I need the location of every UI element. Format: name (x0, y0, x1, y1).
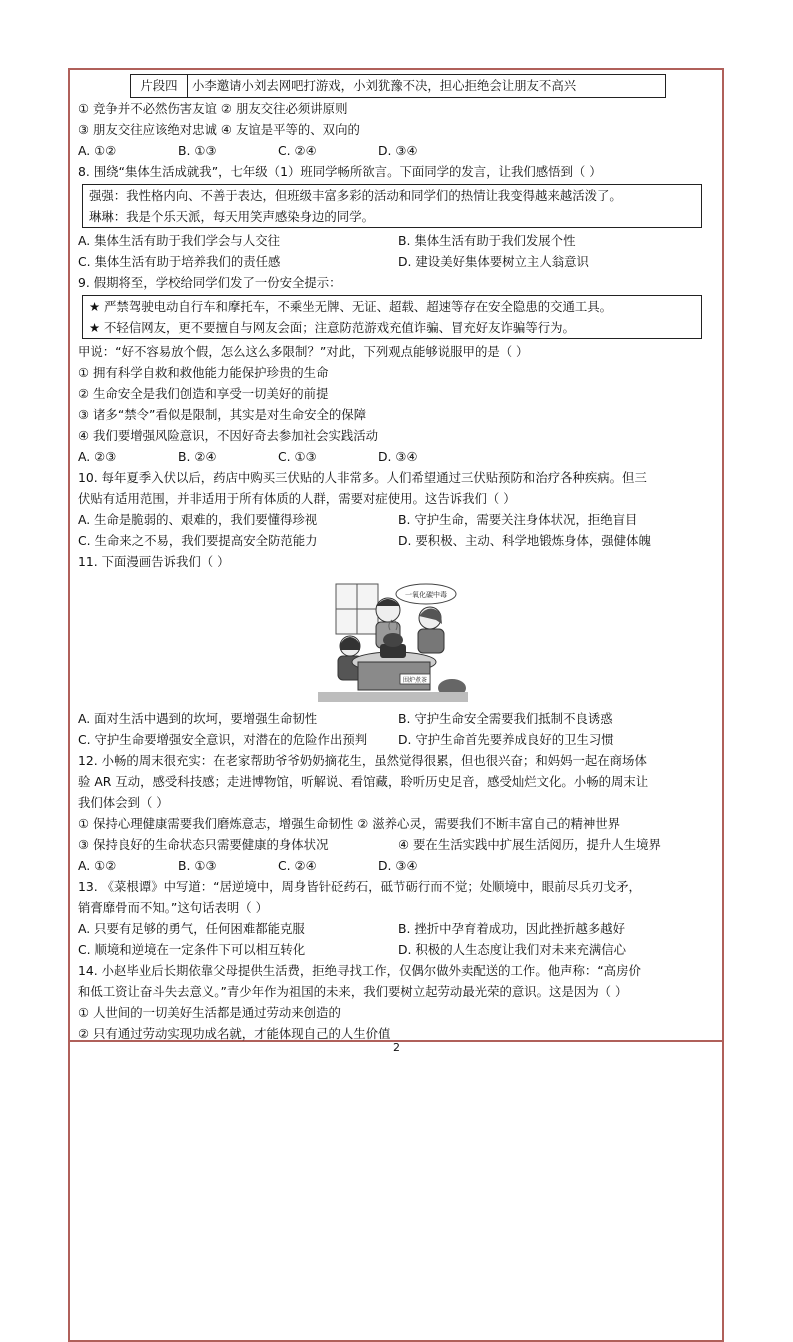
cartoon-image (318, 580, 468, 702)
choice-a: A. 面对生活中遇到的坎坷，要增强生命韧性 (78, 711, 318, 726)
q14-option-line: ① 人世间的一切美好生活都是通过劳动来创造的 (78, 1005, 341, 1020)
q7-option-line: ① 竞争并不必然伤害友谊 ② 朋友交往必须讲原则 (78, 101, 348, 116)
choice-c: C. 生命来之不易，我们要提高安全防范能力 (78, 533, 318, 548)
scenario-table-row (130, 74, 666, 98)
q8-choices-row (78, 251, 718, 272)
choice-a: A. ①② (78, 143, 117, 158)
cartoon-sign-text: 一氧化碳中毒 (405, 591, 447, 599)
q12-option-row (78, 834, 718, 855)
choice-a: A. 只要有足够的勇气，任何困难都能克服 (78, 921, 305, 936)
q9-stem: 9. 假期将至，学校给同学们发了一份安全提示： (78, 275, 342, 290)
q13-choices-row (78, 918, 718, 939)
q8-quote-line: 琳琳：我是个乐天派，每天用笑声感染身边的同学。 (89, 209, 374, 224)
choice-d: D. ③④ (378, 858, 418, 873)
q12-stem: 12. 小畅的周末很充实：在老家帮助爷爷奶奶摘花生，虽然觉得很累，但也很兴奋；和妈妈一起在商场体 (78, 753, 647, 768)
q10-choices-row (78, 509, 718, 530)
q8-stem: 8. 围绕“集体生活成就我”，七年级（1）班同学畅所欲言。下面同学的发言，让我们感悟到（ ） (78, 164, 602, 179)
choice-b: B. 守护生命安全需要我们抵制不良诱惑 (398, 711, 613, 726)
choice-b: B. ②④ (178, 449, 217, 464)
q14-stem: 14. 小赵毕业后长期依靠父母提供生活费，拒绝寻找工作，仅偶尔做外卖配送的工作。他声称：“高房价 (78, 963, 641, 978)
q10-stem: 10. 每年夏季入伏以后，药店中购买三伏贴的人非常多。人们希望通过三伏贴预防和治疗各种疾病。但三 (78, 470, 647, 485)
choice-b: B. 集体生活有助于我们发展个性 (398, 233, 576, 248)
scenario-text: 小李邀请小刘去网吧打游戏，小刘犹豫不决，担心拒绝会让朋友不高兴 (192, 78, 577, 93)
choice-c: C. 守护生命要增强安全意识，对潜在的危险作出预判 (78, 732, 368, 747)
q10-choices-row (78, 530, 718, 551)
q11-choices-row (78, 708, 718, 729)
q8-quote-box (82, 184, 702, 228)
choice-d: D. 建设美好集体要树立主人翁意识 (398, 254, 589, 269)
q12-choices (78, 855, 718, 876)
choice-d: D. 要积极、主动、科学地锻炼身体，强健体魄 (398, 533, 651, 548)
choice-d: D. 积极的人生态度让我们对未来充满信心 (398, 942, 627, 957)
choice-a: A. 集体生活有助于我们学会与人交往 (78, 233, 280, 248)
choice-b: B. 挫折中孕育着成功，因此挫折越多越好 (398, 921, 626, 936)
q8-quote-line: 强强：我性格内向、不善于表达，但班级丰富多彩的活动和同学们的热情让我变得越来越活泼了。 (89, 188, 622, 203)
q14-stem: 和低工资让奋斗失去意义。”青少年作为祖国的未来，我们要树立起劳动最光荣的意识。这是因为（ ） (78, 984, 628, 999)
q13-choices-row (78, 939, 718, 960)
page-number: 2 (393, 1041, 400, 1054)
q11-choices-row (78, 729, 718, 750)
choice-c: C. 集体生活有助于培养我们的责任感 (78, 254, 281, 269)
q8-choices-row (78, 230, 718, 251)
choice-d: D. 守护生命首先要养成良好的卫生习惯 (398, 732, 614, 747)
q10-stem: 伏贴有适用范围，并非适用于所有体质的人群，需要对症使用。这告诉我们（ ） (78, 491, 516, 506)
cartoon-illustration (318, 580, 468, 702)
q9-choices (78, 446, 718, 467)
q12-option-4: ④ 要在生活实践中扩展生活阅历，提升人生境界 (398, 837, 661, 852)
q12-stem: 验 AR 互动，感受科技感；走进博物馆，听解说、看馆藏，聆听历史足音，感受灿烂文化。小畅的周末让 (78, 774, 649, 789)
q9-safety-line: ★ 严禁驾驶电动自行车和摩托车，不乘坐无牌、无证、超载、超速等存在安全隐患的交通工具。 (89, 299, 613, 314)
q11-stem: 11. 下面漫画告诉我们（ ） (78, 554, 230, 569)
choice-c: C. 顺境和逆境在一定条件下可以相互转化 (78, 942, 306, 957)
choice-c: C. ②④ (278, 143, 317, 158)
q9-safety-line: ★ 不轻信网友，更不要擅自与网友会面；注意防范游戏充值诈骗、冒充好友诈骗等行为。 (89, 320, 575, 335)
q7-option-line: ③ 朋友交往应该绝对忠诚 ④ 友谊是平等的、双向的 (78, 122, 360, 137)
q12-option-3: ③ 保持良好的生命状态只需要健康的身体状况 (78, 837, 329, 852)
q9-option-line: ① 拥有科学自救和救他能力能保护珍贵的生命 (78, 365, 329, 380)
choice-c: C. ①③ (278, 449, 317, 464)
q9-option-line: ② 生命安全是我们创造和享受一切美好的前提 (78, 386, 329, 401)
choice-d: D. ③④ (378, 143, 418, 158)
choice-d: D. ③④ (378, 449, 418, 464)
q13-stem: 13. 《菜根谭》中写道：“居逆境中，周身皆针砭药石，砥节砺行而不觉；处顺境中，眼前尽兵刃戈矛， (78, 879, 641, 894)
choice-b: B. ①③ (178, 858, 217, 873)
choice-b: B. ①③ (178, 143, 217, 158)
choice-a: A. 生命是脆弱的、艰难的，我们要懂得珍视 (78, 512, 318, 527)
q13-stem: 销膏靡骨而不知。”这句话表明（ ） (78, 900, 269, 915)
q9-safety-box (82, 295, 702, 339)
cartoon-stove-text: 围炉煮茶 (402, 677, 428, 684)
choice-a: A. ②③ (78, 449, 117, 464)
scenario-label: 片段四 (131, 75, 188, 97)
q9-option-line: ③ 诸多“禁令”看似是限制，其实是对生命安全的保障 (78, 407, 367, 422)
q9-option-line: ④ 我们要增强风险意识，不因好奇去参加社会实践活动 (78, 428, 379, 443)
q14-option-line: ② 只有通过劳动实现功成名就，才能体现自己的人生价值 (78, 1026, 391, 1041)
q7-choices (78, 140, 718, 161)
q12-stem: 我们体会到（ ） (78, 795, 169, 810)
choice-b: B. 守护生命，需要关注身体状况，拒绝盲目 (398, 512, 638, 527)
choice-a: A. ①② (78, 858, 117, 873)
choice-c: C. ②④ (278, 858, 317, 873)
q12-option-line: ① 保持心理健康需要我们磨炼意志，增强生命韧性 ② 滋养心灵，需要我们不断丰富自己的精神世界 (78, 816, 621, 831)
question-content (78, 74, 718, 1044)
q9-question: 甲说：“好不容易放个假，怎么这么多限制？”对此，下列观点能够说服甲的是（ ） (78, 344, 529, 359)
